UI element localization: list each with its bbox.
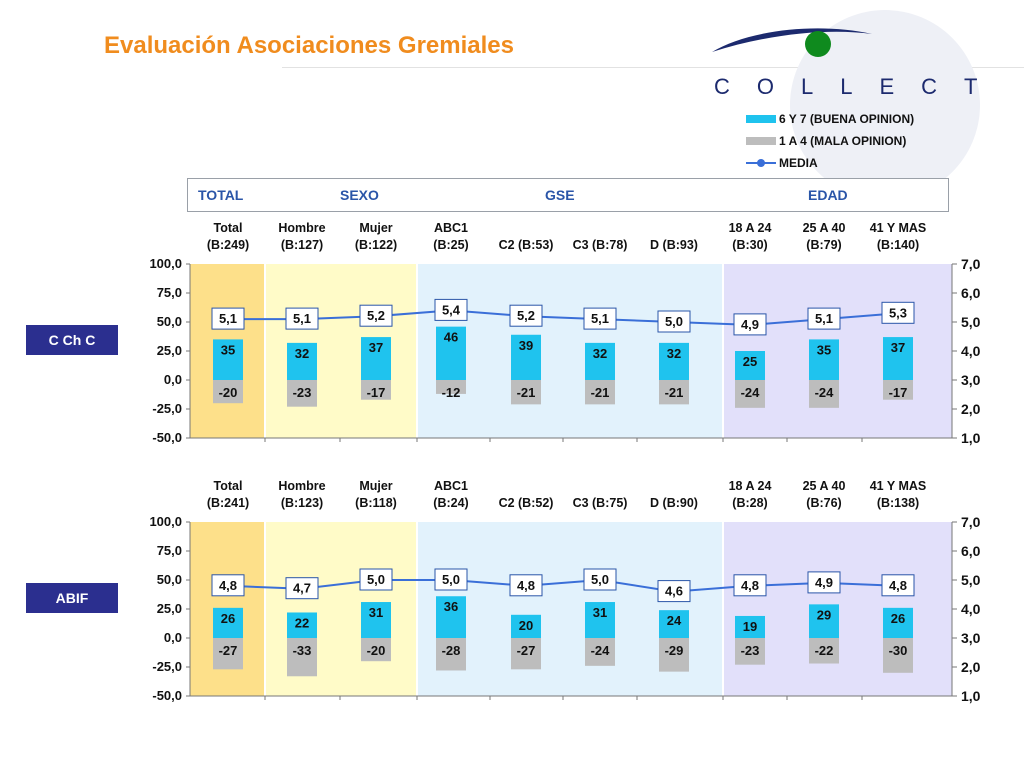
p0-y2-tick-label: 7,0 <box>961 256 981 272</box>
legend-label-media: MEDIA <box>779 156 818 170</box>
p0-y2-tick-label: 2,0 <box>961 401 981 417</box>
p1-y2-tick-label: 2,0 <box>961 659 981 675</box>
p0-y2-tick-label: 5,0 <box>961 314 981 330</box>
p0-bar-bad-label: -21 <box>664 385 684 400</box>
p0-y-tick-label: 75,0 <box>156 285 182 300</box>
p1-category-label: Mujer <box>359 479 393 493</box>
p1-media-label: 4,8 <box>516 577 536 593</box>
p0-y-tick-label: -50,0 <box>152 430 182 445</box>
p1-bar-bad-label: -27 <box>218 643 238 658</box>
p1-category-label: 41 Y MAS <box>869 479 927 493</box>
p1-bar-good-label: 26 <box>890 610 906 626</box>
p0-category-base: (B:30) <box>732 238 768 252</box>
p1-media-label: 4,7 <box>292 580 312 596</box>
page-title: Evaluación Asociaciones Gremiales <box>104 32 514 59</box>
legend-label-good: 6 Y 7 (BUENA OPINION) <box>779 112 915 126</box>
p1-bar-bad-label: -30 <box>888 643 908 658</box>
panel-label-cchc: C Ch C <box>26 325 118 355</box>
p0-bar-bad-label: -24 <box>814 385 834 400</box>
p0-media-label: 5,1 <box>292 311 312 327</box>
p1-bar-good-label: 26 <box>220 610 236 626</box>
p1-y-tick-label: -25,0 <box>152 659 182 674</box>
p0-bar-bad-label: -21 <box>516 385 536 400</box>
p1-y-tick-label: -50,0 <box>152 688 182 703</box>
p1-bar-good-label: 22 <box>294 615 310 631</box>
p1-bar-good-label: 31 <box>368 605 384 621</box>
p0-bar-good-label: 46 <box>443 329 459 345</box>
p1-bar-bad-label: -27 <box>516 643 536 658</box>
p0-category-label: C2 (B:53) <box>498 238 554 252</box>
p0-y-tick-label: 50,0 <box>156 314 182 329</box>
p0-y-tick-label: 25,0 <box>156 343 182 358</box>
p0-media-label: 4,9 <box>740 316 760 332</box>
p1-y2-tick-label: 3,0 <box>961 630 981 646</box>
p1-media-label: 4,9 <box>814 574 834 590</box>
p0-media-label: 5,4 <box>441 302 461 318</box>
p0-category-label: C3 (B:78) <box>572 238 628 252</box>
p0-bar-bad-label: -17 <box>366 385 386 400</box>
p1-bar-bad-label: -23 <box>740 643 760 658</box>
p0-media-label: 5,1 <box>590 311 610 327</box>
p0-bar-bad-label: -23 <box>292 385 312 400</box>
p1-bar-bad-label: -33 <box>292 643 312 658</box>
p1-category-base: (B:118) <box>355 496 397 510</box>
p1-bar-good-label: 31 <box>592 605 608 621</box>
p0-category-label: 41 Y MAS <box>869 221 927 235</box>
p0-bar-bad-label: -21 <box>590 385 610 400</box>
p0-media-label: 5,1 <box>814 311 834 327</box>
p0-bar-bad-label: -20 <box>218 385 238 400</box>
p1-category-base: (B:138) <box>876 496 920 510</box>
p1-media-label: 4,8 <box>888 577 908 593</box>
p0-bar-good-label: 39 <box>518 337 534 353</box>
p1-y2-tick-label: 4,0 <box>961 601 981 617</box>
p1-media-label: 5,0 <box>590 572 610 587</box>
p0-bar-good-label: 25 <box>742 354 758 369</box>
p1-bar-good-label: 19 <box>742 618 758 634</box>
p1-media-label: 4,8 <box>740 577 760 593</box>
p0-bar-good-label: 32 <box>592 345 608 361</box>
p0-y2-tick-label: 1,0 <box>961 430 981 446</box>
p1-category-base: (B:24) <box>433 496 469 510</box>
p1-category-base: (B:28) <box>732 496 768 510</box>
p1-y-tick-label: 75,0 <box>156 543 182 558</box>
p0-y-tick-label: -25,0 <box>152 401 182 416</box>
p1-bar-good-label: 36 <box>443 599 459 615</box>
p1-category-label: C3 (B:75) <box>572 496 628 510</box>
p0-category-base: (B:25) <box>433 238 469 252</box>
p0-category-label: Total <box>213 221 243 235</box>
p1-bar-bad-label: -24 <box>590 643 610 658</box>
p0-category-label: Hombre <box>278 221 326 235</box>
p1-media-label: 4,8 <box>218 577 238 593</box>
p0-bar-good-label: 32 <box>294 345 310 361</box>
p0-category-label: D (B:93) <box>650 238 698 252</box>
p1-category-base: (B:241) <box>206 496 250 510</box>
p1-media-label: 5,0 <box>366 572 386 587</box>
p1-bar-bad-label: -29 <box>664 643 684 658</box>
p1-category-base: (B:123) <box>280 496 324 510</box>
p0-category-base: (B:122) <box>354 238 398 252</box>
p1-category-label: Hombre <box>278 479 326 493</box>
p0-category-label: ABC1 <box>433 221 469 235</box>
p0-y2-tick-label: 6,0 <box>961 285 981 301</box>
p0-category-label: Mujer <box>359 221 393 235</box>
header-gse: GSE <box>545 187 575 203</box>
p0-bar-good-label: 37 <box>890 340 906 356</box>
p1-category-base: (B:76) <box>806 496 842 510</box>
p1-media-label: 4,6 <box>664 583 684 599</box>
p1-y2-tick-label: 7,0 <box>961 514 981 530</box>
p1-category-label: ABC1 <box>433 479 469 493</box>
p1-y-tick-label: 0,0 <box>163 630 182 645</box>
p0-y2-tick-label: 4,0 <box>961 343 981 359</box>
p0-bar-good-label: 35 <box>220 342 236 358</box>
p1-category-label: C2 (B:52) <box>498 496 554 510</box>
p1-category-label: Total <box>213 479 243 493</box>
p0-bar-good-label: 32 <box>666 345 682 361</box>
p0-bar-bad-label: -24 <box>740 385 760 400</box>
logo-text: COLLECT <box>714 74 1005 99</box>
p1-media-label: 5,0 <box>441 572 461 587</box>
p0-category-base: (B:140) <box>876 238 920 252</box>
p1-bar-bad-label: -22 <box>814 643 834 658</box>
p0-y-tick-label: 0,0 <box>163 372 182 387</box>
p0-media-label: 5,3 <box>888 305 908 321</box>
p1-category-label: 25 A 40 <box>802 479 846 493</box>
legend-label-bad: 1 A 4 (MALA OPINION) <box>779 134 907 148</box>
p0-bar-bad-label: -12 <box>441 385 461 400</box>
panel-label-abif: ABIF <box>26 583 118 613</box>
p1-category-label: D (B:90) <box>650 496 698 510</box>
p0-y-tick-label: 100,0 <box>149 256 182 271</box>
p1-bar-good-label: 24 <box>666 613 682 629</box>
p1-bar-good-label: 29 <box>816 607 832 623</box>
p0-media-label: 5,2 <box>366 308 386 324</box>
p0-bar-good-label: 37 <box>368 340 384 356</box>
p0-category-base: (B:249) <box>206 238 250 252</box>
p0-bar-bad-label: -17 <box>888 385 908 400</box>
p0-category-base: (B:127) <box>280 238 324 252</box>
p1-y2-tick-label: 1,0 <box>961 688 981 704</box>
p1-y2-tick-label: 5,0 <box>961 572 981 588</box>
p0-category-label: 25 A 40 <box>802 221 846 235</box>
p0-media-label: 5,0 <box>664 314 684 329</box>
p1-bar-bad-label: -20 <box>366 643 386 658</box>
p0-media-label: 5,2 <box>516 308 536 324</box>
p0-media-label: 5,1 <box>218 311 238 327</box>
header-edad: EDAD <box>808 187 848 203</box>
p1-y-tick-label: 100,0 <box>149 514 182 529</box>
p0-category-label: 18 A 24 <box>728 221 772 235</box>
p1-bar-bad-label: -28 <box>441 643 461 658</box>
p1-category-label: 18 A 24 <box>728 479 772 493</box>
p1-y2-tick-label: 6,0 <box>961 543 981 559</box>
p1-y-tick-label: 50,0 <box>156 572 182 587</box>
header-total: TOTAL <box>198 187 244 203</box>
p0-y2-tick-label: 3,0 <box>961 372 981 388</box>
p1-bar-good-label: 20 <box>518 617 534 633</box>
p0-category-base: (B:79) <box>806 238 842 252</box>
p0-bar-good-label: 35 <box>816 342 832 358</box>
p1-y-tick-label: 25,0 <box>156 601 182 616</box>
header-sexo: SEXO <box>340 187 379 203</box>
